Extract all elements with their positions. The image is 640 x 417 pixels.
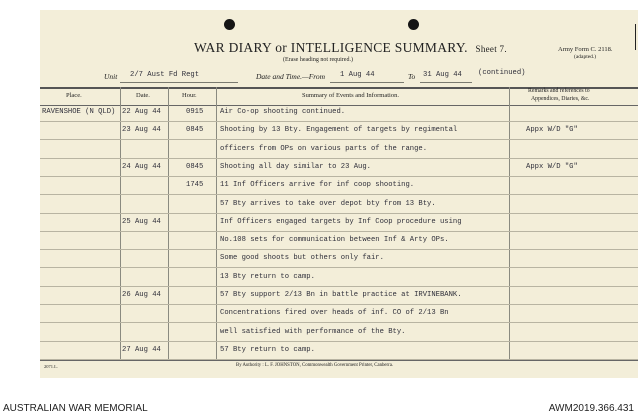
row-rule <box>40 341 638 342</box>
entry-summary: 57 Bty return to camp. <box>220 345 315 354</box>
row-rule <box>40 194 638 195</box>
date-from-value: 1 Aug 44 <box>340 71 375 79</box>
entry-summary: well satisfied with performance of the Bty. <box>220 327 406 336</box>
col-header-place: Place. <box>66 92 82 99</box>
row-rule <box>40 322 638 323</box>
entry-summary: 57 Bty support 2/13 Bn in battle practice at IRVINEBANK. <box>220 291 462 299</box>
entry-summary: No.108 sets for communication between Inf & Arty OPs. <box>220 236 449 245</box>
col-header-summary: Summary of Events and Information. <box>302 92 399 99</box>
army-form-code: Army Form C. 2118. <box>558 46 613 53</box>
entry-hour: 0915 <box>186 108 204 116</box>
entry-date: 23 Aug 44 <box>122 126 161 135</box>
col-header-remarks-line2: Appendices, Diaries, &c. <box>531 96 590 102</box>
row-rule <box>40 231 638 232</box>
entry-date: 26 Aug 44 <box>122 291 161 299</box>
unit-value: 2/7 Aust Fd Regt <box>130 71 200 79</box>
form-code: 2071.L. <box>44 364 58 369</box>
entry-remarks: Appx W/D "G" <box>526 126 578 135</box>
entry-hour: 0845 <box>186 126 204 135</box>
entry-hour: 1745 <box>186 181 204 190</box>
date-to-value: 31 Aug 44 <box>423 71 462 79</box>
entry-summary: 57 Bty arrives to take over depot bty from 13 Bty. <box>220 199 436 208</box>
row-rule <box>40 249 638 250</box>
corner-mark <box>625 24 636 50</box>
entry-place: RAVENSHOE (N QLD) <box>42 108 116 116</box>
institution-caption: AUSTRALIAN WAR MEMORIAL <box>3 403 148 414</box>
printer-note: By Authority : L. F. JOHNSTON, Commonwealth Government Printer, Canberra. <box>236 363 394 368</box>
row-rule <box>40 267 638 268</box>
row-rule <box>40 139 638 140</box>
row-rule <box>40 286 638 287</box>
form-subtitle: (Erase heading not required.) <box>283 57 353 63</box>
entry-summary: Shooting all day similar to 23 Aug. <box>220 162 371 171</box>
sheet-number: Sheet 7. <box>475 44 507 54</box>
entry-date: 22 Aug 44 <box>122 108 161 116</box>
row-rule <box>40 213 638 214</box>
caption-bar <box>0 402 640 417</box>
row-rule <box>40 304 638 305</box>
entry-hour: 0845 <box>186 162 204 171</box>
row-rule <box>40 359 638 360</box>
entry-remarks: Appx W/D "G" <box>526 162 578 171</box>
entry-summary: 11 Inf Officers arrive for inf coop shooting. <box>220 181 415 190</box>
entry-summary: Air Co-op shooting continued. <box>220 108 346 116</box>
col-header-date: Date. <box>136 92 150 99</box>
date-time-label: Date and Time.—From <box>256 72 326 81</box>
accession-number: AWM2019.366.431 <box>548 403 634 414</box>
entry-summary: officers from OPs on various parts of the range. <box>220 144 428 153</box>
date-to-label: To <box>408 72 416 81</box>
entry-summary: Inf Officers engaged targets by Inf Coop procedure using <box>220 217 462 226</box>
entry-summary: Some good shoots but others only fair. <box>220 254 384 263</box>
entry-date: 25 Aug 44 <box>122 217 161 226</box>
entry-date: 24 Aug 44 <box>122 162 161 171</box>
diary-sheet <box>40 10 638 378</box>
continued-note: (continued) <box>478 69 526 77</box>
unit-label: Unit <box>104 72 118 81</box>
punch-hole-right <box>408 19 419 30</box>
row-rule <box>40 176 638 177</box>
punch-hole-left <box>224 19 235 30</box>
row-rule <box>40 121 638 122</box>
form-title: WAR DIARY or INTELLIGENCE SUMMARY. <box>194 40 468 55</box>
army-form-adapted: (adapted.) <box>574 54 597 60</box>
entry-summary: Concentrations fired over heads of inf. CO of 2/13 Bn <box>220 309 449 318</box>
entry-date: 27 Aug 44 <box>122 345 161 354</box>
col-header-remarks-line1: Remarks and references to <box>528 88 590 94</box>
col-header-hour: Hour. <box>182 92 197 99</box>
entry-summary: 13 Bty return to camp. <box>220 272 315 281</box>
entry-summary: Shooting by 13 Bty. Engagement of targets by regimental <box>220 126 458 135</box>
row-rule <box>40 158 638 159</box>
